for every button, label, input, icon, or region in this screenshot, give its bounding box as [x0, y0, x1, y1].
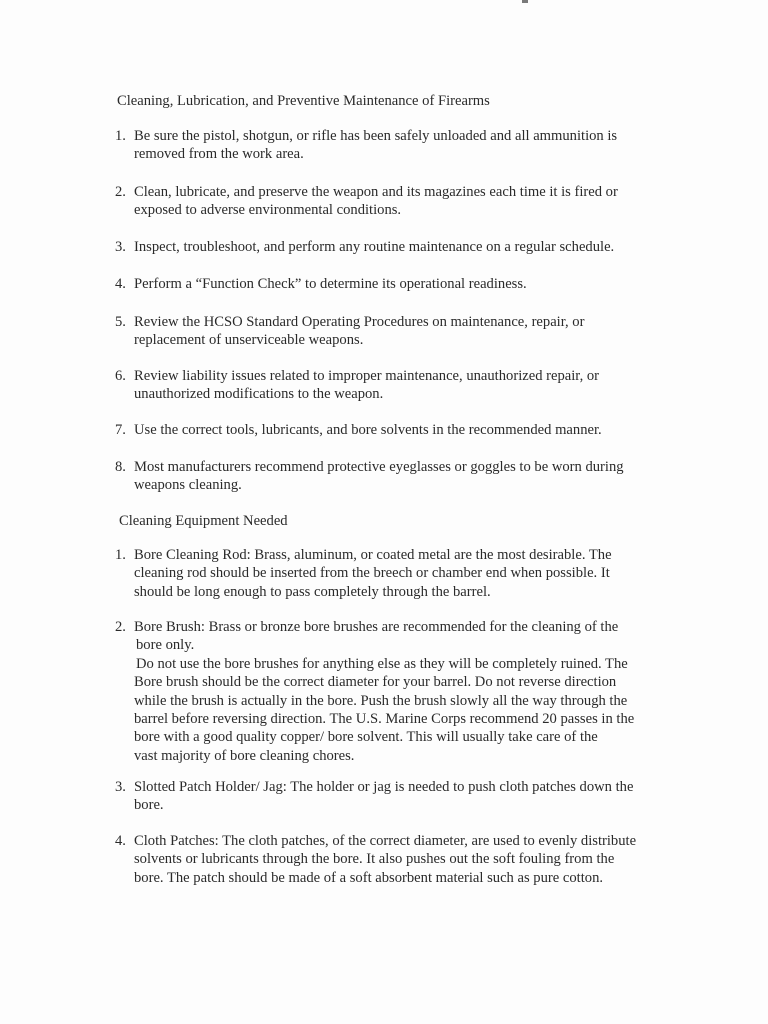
list-item: 3. Inspect, troubleshoot, and perform any routine maintenance on a regular schedule. [115, 239, 615, 255]
list-item: 7. Use the correct tools, lubricants, and bore solvents in the recommended manner. [115, 422, 602, 438]
list-item: 2. Bore Brush: Brass or bronze bore brushes are recommended for the cleaning of the bore only. Do not use the bore brushes for anything else as they will be completely ruined. The Bore brush should be the correct diameter for your barrel. Do not reverse direction while the brush is actually in the bore. Push the brush slowly all the way through the barrel before reversing direction. The U.S. Marine Corps recommend 20 passes in the bore with a good quality copper/ bore solvent. This will usually take care of the vast majority of bore cleaning chores. [115, 619, 635, 764]
list-item: 8. Most manufacturers recommend protective eyeglasses or goggles to be worn during weapons cleaning. [115, 459, 624, 494]
list-item: 2. Clean, lubricate, and preserve the weapon and its magazines each time it is fired or exposed to adverse environmental conditions. [115, 184, 618, 219]
list-item: 4. Cloth Patches: The cloth patches, of the correct diameter, are used to evenly distribute solvents or lubricants through the bore. It also pushes out the soft fouling from the bore. The patch should be made of a soft absorbent material such as pure cotton. [115, 833, 637, 886]
list-item: 1. Be sure the pistol, shotgun, or rifle has been safely unloaded and all ammunition is removed from the work area. [115, 128, 618, 163]
section-heading-maintenance: Cleaning, Lubrication, and Preventive Maintenance of Firearms [117, 93, 490, 109]
list-item: 6. Review liability issues related to improper maintenance, unauthorized repair, or unauthorized modifications to the weapon. [115, 368, 600, 403]
list-item: 1. Bore Cleaning Rod: Brass, aluminum, or coated metal are the most desirable. The cleaning rod should be inserted from the breech or chamber end when possible. It should be long enough to pass completely through the barrel. [115, 547, 612, 600]
list-item: 4. Perform a “Function Check” to determine its operational readiness. [115, 276, 527, 292]
list-item: 5. Review the HCSO Standard Operating Procedures on maintenance, repair, or replacement of unserviceable weapons. [115, 314, 585, 349]
list-item: 3. Slotted Patch Holder/ Jag: The holder or jag is needed to push cloth patches down the bore. [115, 779, 634, 814]
section-heading-equipment: Cleaning Equipment Needed [119, 513, 288, 529]
scan-mark [522, 0, 528, 3]
